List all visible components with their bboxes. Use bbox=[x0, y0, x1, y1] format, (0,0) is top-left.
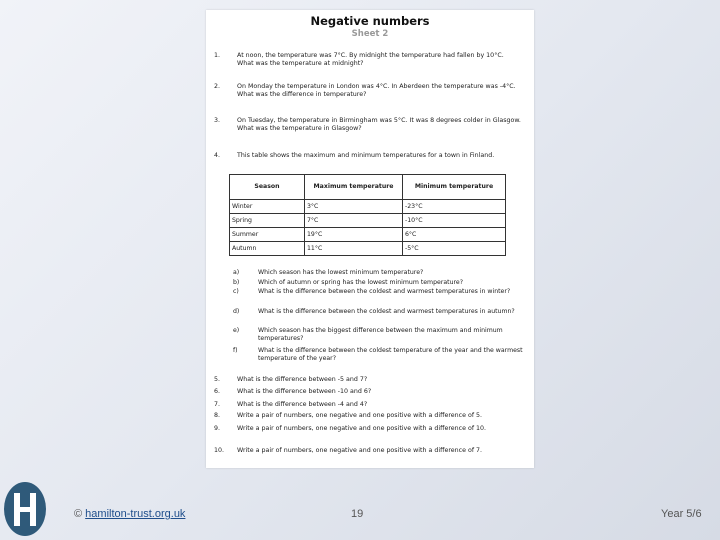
question-number: 8. bbox=[214, 412, 221, 419]
table-cell: Summer bbox=[230, 228, 305, 242]
table-cell: 6°C bbox=[403, 228, 506, 242]
year-label: Year 5/6 bbox=[661, 508, 702, 520]
question-text: What is the difference between -10 and 6? bbox=[237, 388, 372, 395]
question-text: On Monday the temperature in London was 4°C. In Aberdeen the temperature was -4°C. What was the difference in temperature? bbox=[237, 83, 516, 99]
question-number: 4. bbox=[214, 152, 221, 159]
question-text: This table shows the maximum and minimum temperatures for a town in Finland. bbox=[237, 152, 495, 159]
subquestion-text: What is the difference between the coldest and warmest temperatures in winter? bbox=[258, 288, 511, 295]
question-text: At noon, the temperature was 7°C. By midnight the temperature had fallen by 10°C. What was the temperature at midnight? bbox=[237, 52, 504, 68]
question-1 bbox=[206, 52, 534, 72]
question-3 bbox=[206, 117, 534, 137]
question-8 bbox=[206, 412, 534, 421]
subquestion-letter: a) bbox=[233, 269, 240, 276]
question-7 bbox=[206, 401, 534, 410]
table-cell: 3°C bbox=[305, 200, 403, 214]
question-4 bbox=[206, 152, 534, 172]
subquestion-letter: c) bbox=[233, 288, 239, 295]
subquestion-text: What is the difference between the coldest and warmest temperatures in autumn? bbox=[258, 308, 515, 315]
question-number: 9. bbox=[214, 425, 221, 432]
subquestion-f bbox=[206, 347, 534, 365]
table-cell: 11°C bbox=[305, 242, 403, 256]
table-cell: Spring bbox=[230, 214, 305, 228]
table-cell: -23°C bbox=[403, 200, 506, 214]
question-text: Write a pair of numbers, one negative and one positive with a difference of 5. bbox=[237, 412, 483, 419]
subquestion-letter: d) bbox=[233, 308, 240, 315]
subquestion-a bbox=[206, 269, 534, 278]
subquestion-text: What is the difference between the coldest temperature of the year and the warmest temperature of the year? bbox=[258, 347, 523, 362]
table-cell: -10°C bbox=[403, 214, 506, 228]
subquestion-text: Which season has the biggest difference between the maximum and minimum temperatures? bbox=[258, 327, 503, 342]
subquestion-b bbox=[206, 279, 534, 288]
subquestion-e bbox=[206, 327, 534, 345]
copyright-symbol: © bbox=[74, 508, 83, 520]
question-number: 6. bbox=[214, 388, 221, 395]
question-text: What is the difference between -4 and 4? bbox=[237, 401, 368, 408]
question-number: 7. bbox=[214, 401, 221, 408]
question-text: Write a pair of numbers, one negative and one positive with a difference of 7. bbox=[237, 447, 483, 454]
column-header: Season bbox=[230, 175, 305, 200]
subquestion-text: Which season has the lowest minimum temperature? bbox=[258, 269, 424, 276]
table-cell: -5°C bbox=[403, 242, 506, 256]
temperature-table bbox=[229, 174, 506, 256]
question-6 bbox=[206, 388, 534, 397]
worksheet-subtitle: Sheet 2 bbox=[351, 29, 389, 39]
table-cell: Winter bbox=[230, 200, 305, 214]
subquestion-letter: e) bbox=[233, 327, 240, 334]
table-row bbox=[230, 214, 506, 228]
h-letter-icon bbox=[4, 482, 46, 536]
question-number: 3. bbox=[214, 117, 221, 124]
table-cell: 7°C bbox=[305, 214, 403, 228]
footer-copyright bbox=[74, 508, 185, 520]
subquestion-letter: f) bbox=[233, 347, 238, 354]
subquestion-text: Which of autumn or spring has the lowest minimum temperature? bbox=[258, 279, 464, 286]
table-row bbox=[230, 200, 506, 214]
question-10 bbox=[206, 447, 534, 456]
question-number: 1. bbox=[214, 52, 221, 59]
question-text: On Tuesday, the temperature in Birmingham was 5°C. It was 8 degrees colder in Glasgow. What was the temperature in Glasgow? bbox=[237, 117, 521, 133]
subquestion-letter: b) bbox=[233, 279, 240, 286]
question-number: 2. bbox=[214, 83, 221, 90]
question-text: Write a pair of numbers, one negative and one positive with a difference of 10. bbox=[237, 425, 487, 432]
table-row bbox=[230, 242, 506, 256]
subquestion-d bbox=[206, 308, 534, 326]
question-number: 5. bbox=[214, 376, 221, 383]
column-header: Minimum temperature bbox=[403, 175, 506, 200]
table-cell: 19°C bbox=[305, 228, 403, 242]
question-5 bbox=[206, 376, 534, 385]
subquestion-c bbox=[206, 288, 534, 306]
question-number: 10. bbox=[214, 447, 225, 454]
worksheet-page bbox=[206, 10, 534, 468]
table-cell: Autumn bbox=[230, 242, 305, 256]
table-header-row bbox=[230, 175, 506, 200]
worksheet-title: Negative numbers bbox=[310, 14, 430, 28]
table-row bbox=[230, 228, 506, 242]
question-9 bbox=[206, 425, 534, 443]
question-2 bbox=[206, 83, 534, 103]
page-number: 19 bbox=[351, 508, 364, 520]
hamilton-logo bbox=[4, 482, 46, 536]
column-header: Maximum temperature bbox=[305, 175, 403, 200]
question-text: What is the difference between -5 and 7? bbox=[237, 376, 368, 383]
hamilton-trust-link[interactable]: hamilton-trust.org.uk bbox=[85, 508, 186, 520]
